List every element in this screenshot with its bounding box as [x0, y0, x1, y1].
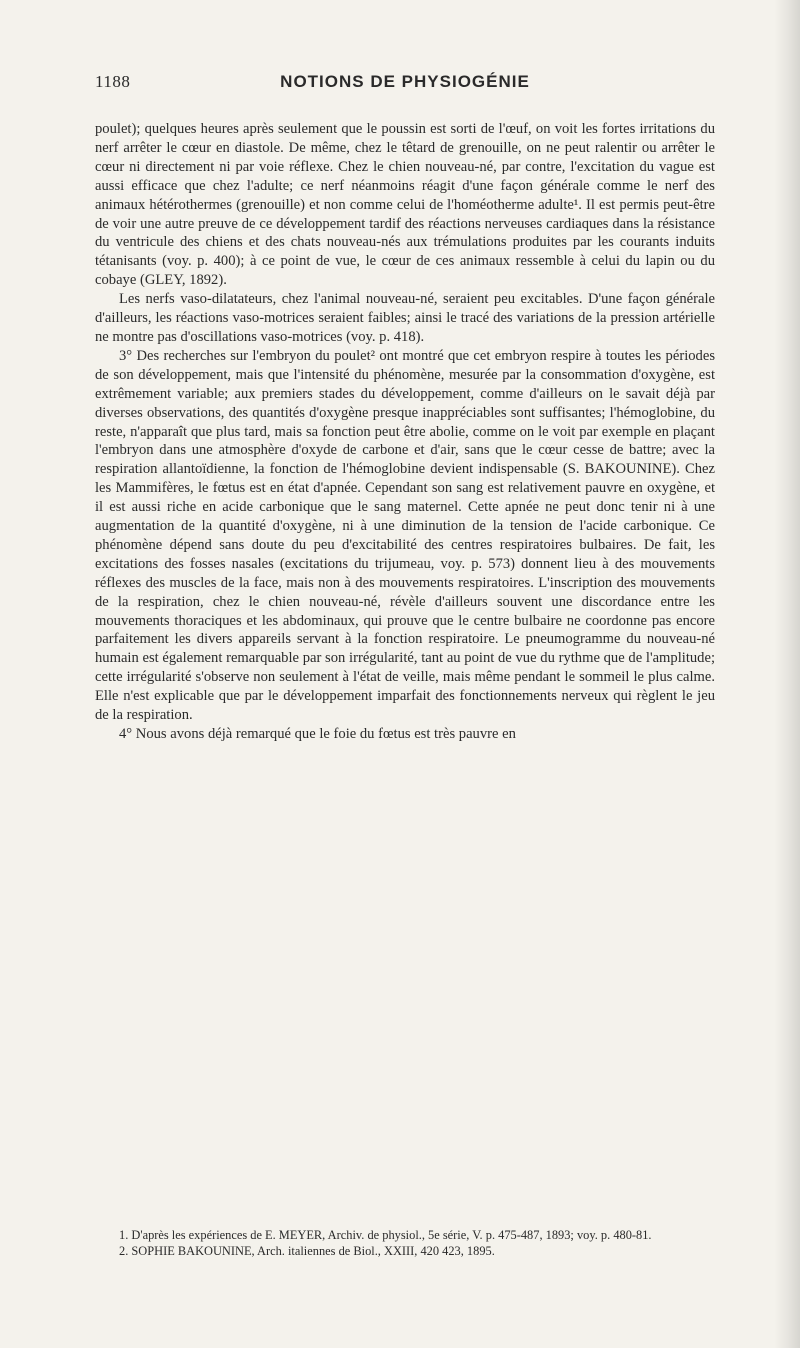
paragraph-4: 4° Nous avons déjà remarqué que le foie du fœtus est très pauvre en	[119, 726, 516, 742]
paragraph-2: Les nerfs vaso-dilatateurs, chez l'animal nouveau-né, seraient peu excitables. D'une façon générale d'ailleurs, les réactions vaso-motrices seraient faibles; ainsi le tracé des variations de la pression artérielle ne montre pas d'oscillations vaso-motrices (voy. p. 418).	[95, 291, 715, 345]
footnotes	[95, 1228, 715, 1259]
page-header	[95, 72, 715, 98]
page-number: 1188	[95, 72, 131, 91]
footnote-1: 1. D'après les expériences de E. MEYER, Archiv. de physiol., 5e série, V. p. 475-487, 1893; voy. p. 480-81.	[119, 1228, 652, 1242]
running-title: NOTIONS DE PHYSIOGÉNIE	[280, 72, 530, 91]
paragraph-1: poulet); quelques heures après seulement que le poussin est sorti de l'œuf, on voit les fortes irritations du nerf arrêter le cœur en diastole. De même, chez le têtard de grenouille, on ne peut ralentir ou arrêter le cœur ni directement ni par voie réflexe. Chez le chien nouveau-né, par contre, l'excitation du vague est aussi efficace que chez l'adulte; ce nerf néanmoins réagit d'une façon générale comme le nerf des animaux hétérothermes (grenouille) et non comme celui de l'homéotherme adulte¹. Il est permis peut-être de voir une autre preuve de ce développement tardif des réactions nerveuses cardiaques dans la résistance du ventricule des chiens et des chats nouveau-nés aux trémulations produites par les courants induits tétanisants (voy. p. 400); à ce point de vue, le cœur de ces animaux ressemble à celui du lapin ou du cobaye (GLEY, 1892).	[95, 121, 715, 289]
page-edge-shadow	[774, 0, 800, 1348]
footnote-2: 2. SOPHIE BAKOUNINE, Arch. italiennes de Biol., XXIII, 420 423, 1895.	[119, 1243, 495, 1258]
body-text	[95, 120, 715, 744]
paragraph-3: 3° Des recherches sur l'embryon du poulet² ont montré que cet embryon respire à toutes les périodes de son développement, mais que l'intensité du phénomène, mesurée par la consommation d'oxygène, est extrêmement variable; aux premiers stades du développement, comme d'ailleurs on le savait déjà par diverses observations, des quantités d'oxygène presque inappréciables sont suffisantes; l'hémoglobine, du reste, n'apparaît que plus tard, mais sa fonction peut être abolie, comme on le voit par exemple en plaçant l'embryon dans une atmosphère d'oxyde de carbone et d'air, sans que le cœur cesse de battre; avec la respiration allantoïdienne, la fonction de l'hémoglobine devient indispensable (S. BAKOUNINE). Chez les Mammifères, le fœtus est en état d'apnée. Cependant son sang est relativement pauvre en oxygène, et il est aussi riche en acide carbonique que le sang maternel. Cette apnée ne peut donc tenir ni à une augmentation de la quantité d'oxygène, ni à une diminution de la tension de l'acide carbonique. Ce phénomène dépend sans doute du peu d'excitabilité des centres respiratoires bulbaires. De fait, les excitations des fosses nasales (excitations du trijumeau, voy. p. 573) donnent lieu à des mouvements réflexes des muscles de la face, mais non à des mouvements respiratoires. L'inscription des mouvements de la respiration, chez le chien nouveau-né, révèle d'ailleurs souvent une discordance entre les mouvements thoraciques et les abdominaux, qui prouve que le centre bulbaire ne coordonne pas encore parfaitement les divers appareils servant à la fonction respiratoire. Le pneumogramme du nouveau-né humain est également remarquable par son irrégularité, tant au point de vue du rythme que de l'amplitude; cette irrégularité s'observe non seulement à l'état de veille, mais même pendant le sommeil le plus calme. Elle n'est explicable que par le développement imparfait des fonctionnements nerveux qui règlent le jeu de la respiration.	[95, 347, 715, 724]
